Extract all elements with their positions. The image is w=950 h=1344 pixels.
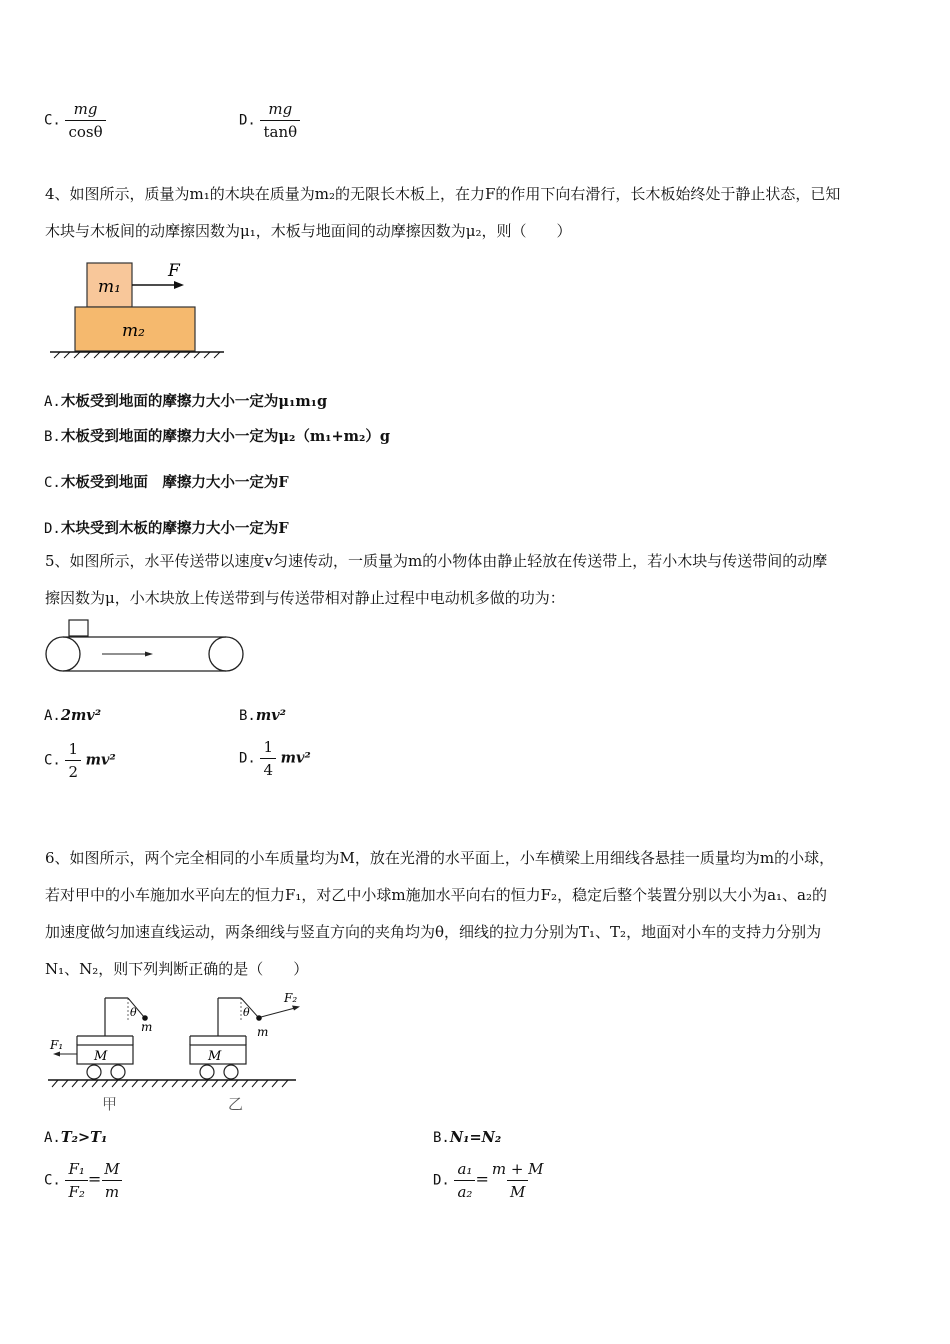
question-4-stem [45,176,910,250]
fraction [65,1160,87,1201]
q5-option-c [44,740,116,781]
fraction-numerator: F₁ [68,1160,85,1178]
fraction [65,740,81,781]
option-text: mv² [85,751,116,769]
q5-line-2: 擦因数为μ，小木块放上传送带到与传送带相对静止过程中电动机多做的功为： [45,589,565,607]
fraction [65,100,105,141]
option-text: 木板受到地面 摩擦力大小一定为F [60,474,289,491]
fraction-numerator: 1 [263,738,274,756]
cart-label: M [208,1049,222,1064]
option-label: C. [44,752,61,769]
cart-label: M [94,1049,108,1064]
option-label: B. [44,429,61,445]
equals-sign: = [475,1169,489,1189]
cart-jia [49,998,152,1079]
angle-label: θ [243,1006,250,1019]
force-label: F [168,261,180,281]
fraction-numerator: 1 [68,740,79,758]
fraction-numerator: m + M [491,1160,544,1178]
option-label: A. [44,394,61,410]
right-pulley [209,637,243,671]
left-pulley [46,637,80,671]
force-f2-arrow-icon [292,1006,300,1011]
two-carts-figure [44,992,304,1116]
q4-option-c [44,471,289,492]
option-label: A. [44,708,61,724]
caption-jia: 甲 [102,1095,118,1113]
option-text: 木块受到木板的摩擦力大小一定为F [60,520,289,537]
fraction-numerator: mg [268,100,293,118]
q4-option-d [44,517,289,538]
option-text: 2mv² [60,707,102,724]
q4-option-a [44,390,327,411]
force-f1-arrow-icon [53,1052,60,1057]
ground-hatch [52,1080,288,1087]
fraction-denominator: tanθ [260,120,300,141]
q4-block-figure [48,258,228,368]
fraction [101,1160,122,1201]
equals-sign: = [87,1169,102,1189]
fraction-denominator: a₂ [454,1180,475,1201]
option-label: C. [44,1172,61,1189]
fraction-numerator: mg [73,100,98,118]
fraction-denominator: 4 [260,758,276,779]
q6-line-2: 若对甲中的小车施加水平向左的恒力F₁，对乙中小球m施加水平向右的恒力F₂，稳定后整个装置分别以大小为a₁、a₂的 [45,886,827,904]
q5-option-a [44,707,101,724]
option-label: D. [44,521,61,537]
option-label: C. [44,475,61,491]
question-5-stem [45,543,910,617]
fraction [489,1160,547,1201]
force-arrow-icon [174,281,184,289]
m1-label: m₁ [98,277,121,297]
ball-label: m [257,1025,269,1039]
option-text: T₂>T₁ [60,1129,108,1146]
option-label: D. [239,112,256,129]
q6-option-b [433,1129,501,1146]
cart-yi [190,992,300,1079]
fraction-denominator: M [507,1180,528,1201]
option-text: 木板受到地面的摩擦力大小一定为μ₁m₁g [60,393,328,410]
fraction-numerator: M [104,1160,120,1178]
option-label: D. [239,750,256,767]
force-f1-label: F₁ [50,1038,64,1052]
q5-option-b [239,707,286,724]
force-f2-label: F₂ [284,992,298,1005]
q5-option-d [239,738,311,779]
q4-option-b [44,425,390,446]
fraction-denominator: m [102,1180,122,1201]
m2-label: m₂ [122,321,145,341]
q6-line-3: 加速度做匀加速直线运动，两条细线与竖直方向的夹角均为θ，细线的拉力分别为T₁、T₂，地面对小车的支持力分别为 [45,923,822,941]
fraction-numerator: a₁ [457,1160,473,1178]
q6-option-a [44,1129,107,1146]
angle-label: θ [130,1006,137,1019]
q3-option-c [44,100,106,141]
ball-label: m [141,1020,153,1034]
option-label: C. [44,112,61,129]
q4-line-1: 4、如图所示，质量为m₁的木块在质量为m₂的无限长木板上，在力F的作用下向右滑行，长木板始终处于静止状态，已知 [45,185,841,203]
q3-option-d [239,100,300,141]
option-label: A. [44,1130,61,1146]
fraction-denominator: F₂ [65,1180,87,1201]
fraction [260,100,300,141]
conveyor-belt-figure [42,618,248,678]
q6-option-c [44,1160,123,1201]
fraction-denominator: cosθ [65,120,105,141]
ground-hatch [54,352,220,358]
small-block [69,620,88,636]
option-text: N₁=N₂ [449,1129,502,1146]
option-label: B. [433,1130,450,1146]
q5-line-1: 5、如图所示，水平传送带以速度v匀速传动，一质量为m的小物体由静止轻放在传送带上，若小木块与传送带间的动摩 [45,552,828,570]
velocity-arrow-icon [145,652,153,657]
fraction-denominator: 2 [65,760,81,781]
fraction [454,1160,475,1201]
option-text: 木板受到地面的摩擦力大小一定为μ₂（m₁+m₂）g [60,428,390,445]
caption-yi: 乙 [228,1095,244,1113]
q6-option-d [433,1160,547,1201]
question-6-stem [45,840,910,988]
q4-line-2: 木块与木板间的动摩擦因数为μ₁，木板与地面间的动摩擦因数为μ₂，则（ ） [45,222,572,240]
option-label: B. [239,708,256,724]
q6-line-4: N₁、N₂，则下列判断正确的是（ ） [45,960,309,978]
option-label: D. [433,1172,450,1189]
option-text: mv² [280,749,311,767]
q6-line-1: 6、如图所示，两个完全相同的小车质量均为M，放在光滑的水平面上，小车横梁上用细线各悬挂一质量均为m的小球， [45,849,835,867]
option-text: mv² [255,707,286,724]
fraction [260,738,276,779]
